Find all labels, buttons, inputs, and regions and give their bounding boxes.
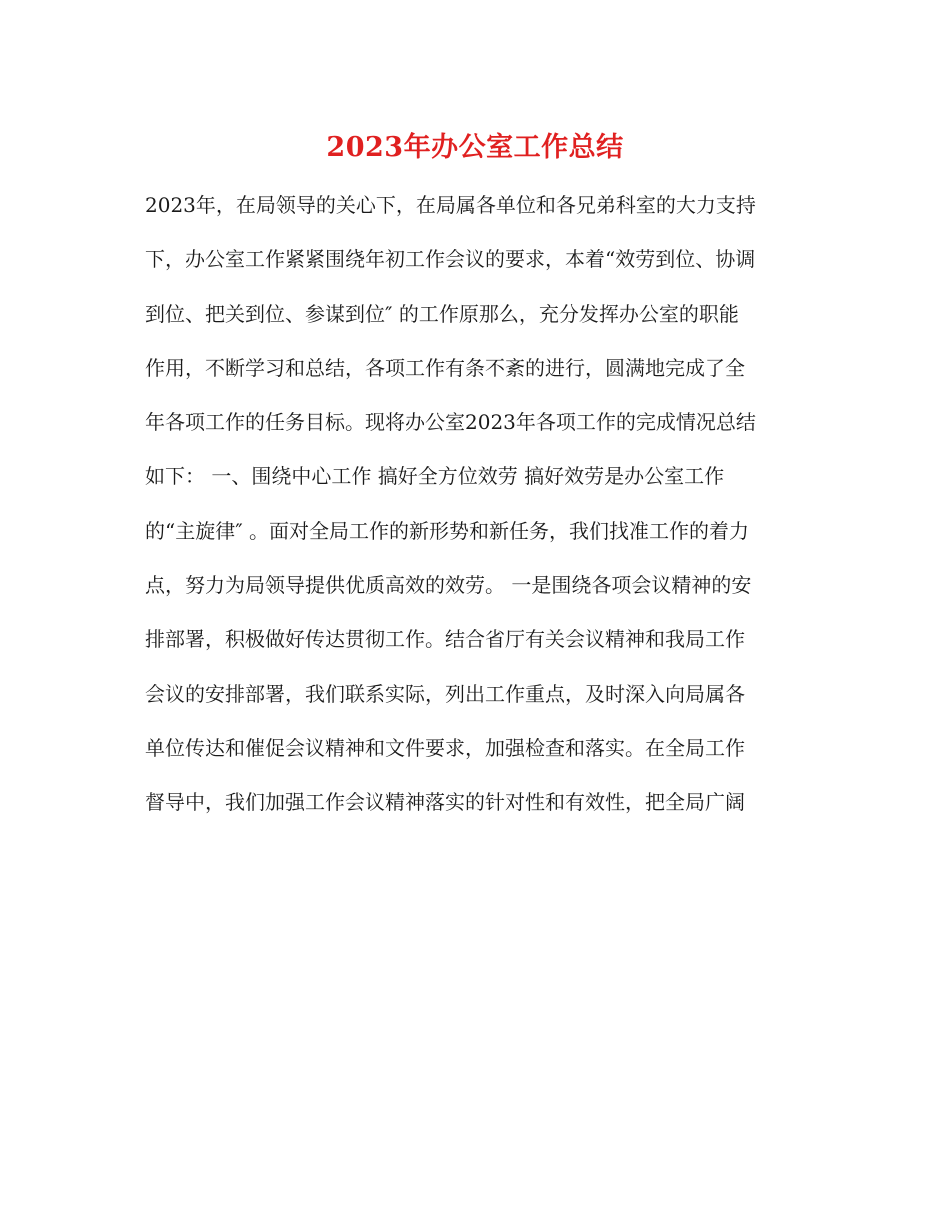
- body-line: 单位传达和催促会议精神和文件要求，加强检查和落实。在全局工作: [145, 735, 745, 760]
- body-line: 年各项工作的任务目标。现将办公室2023年各项工作的完成情况总结: [145, 410, 756, 435]
- document-title: 2023年办公室工作总结: [326, 132, 624, 163]
- body-line: 作用，不断学习和总结，各项工作有条不紊的进行，圆满地完成了全: [145, 355, 745, 380]
- body-line: 2023年，在局领导的关心下，在局属各单位和各兄弟科室的大力支持: [145, 193, 756, 217]
- body-line: 下，办公室工作紧紧围绕年初工作会议的要求，本着“效劳到位、协调: [145, 247, 756, 272]
- body-line: 会议的安排部署，我们联系实际，列出工作重点，及时深入向局属各: [145, 681, 745, 706]
- body-line: 排部署，积极做好传达贯彻工作。结合省厅有关会议精神和我局工作: [145, 627, 745, 652]
- body-line: 点，努力为局领导提供优质高效的效劳。 一是围绕各项会议精神的安: [145, 573, 752, 598]
- document-body: [145, 186, 815, 838]
- body-line: 的“主旋律″ 。面对全局工作的新形势和新任务，我们找准工作的着力: [145, 518, 750, 543]
- body-line: 督导中，我们加强工作会议精神落实的针对性和有效性，把全局广阔: [145, 790, 745, 815]
- body-line: 如下： 一、围绕中心工作 搞好全方位效劳 搞好效劳是办公室工作: [145, 464, 725, 489]
- body-line: 到位、把关到位、参谋到位″ 的工作原那么，充分发挥办公室的职能: [145, 301, 739, 326]
